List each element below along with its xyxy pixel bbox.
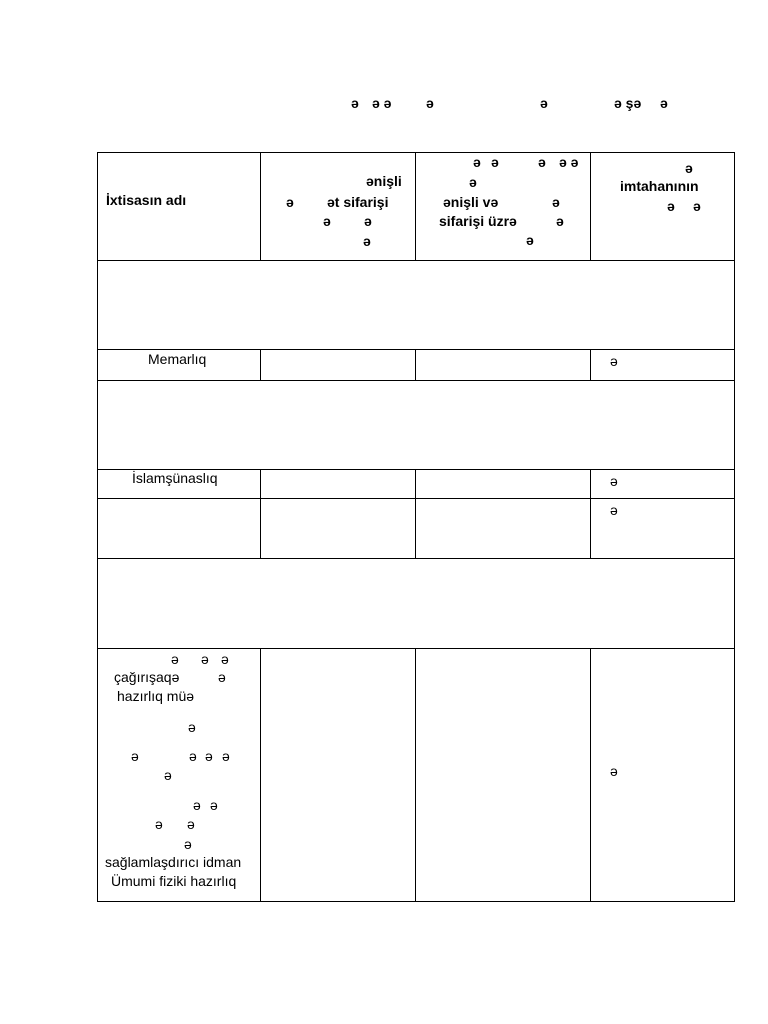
header-text: ə — [469, 174, 477, 190]
table-cell — [261, 350, 416, 381]
cell-text: ə — [131, 748, 139, 764]
cell-text: Ümumi fiziki hazırlıq — [111, 873, 237, 889]
cell-text: ə — [164, 767, 172, 783]
header-text: ə — [491, 154, 499, 170]
cell-text: ə — [201, 651, 209, 667]
table-cell — [261, 499, 416, 559]
header-text: ə — [323, 213, 331, 229]
title-fragment: ə — [351, 95, 359, 111]
header-text: ə — [364, 213, 372, 229]
table-cell — [261, 649, 416, 902]
cell-text: ə — [610, 763, 618, 779]
cell-text: ə — [610, 353, 618, 369]
header-text: ət sifarişi — [327, 194, 389, 210]
header-cell — [591, 153, 735, 261]
section-cell — [98, 381, 735, 470]
table-cell — [261, 470, 416, 499]
cell-text: ə — [218, 669, 226, 685]
header-text: ə — [667, 198, 675, 214]
table-row — [98, 470, 735, 499]
cell-text: ə — [155, 816, 163, 832]
table-row — [98, 350, 735, 381]
cell-text: ə — [193, 797, 201, 813]
header-text: ə — [526, 232, 534, 248]
cell-text: ə — [222, 748, 230, 764]
title-fragment: ə — [426, 95, 434, 111]
table-row — [98, 499, 735, 559]
table-cell — [591, 649, 735, 902]
header-text: ə — [556, 213, 564, 229]
header-cell — [98, 153, 261, 261]
header-text: ə — [363, 233, 371, 249]
specialty-cell — [98, 649, 261, 902]
header-text: ənişli və — [443, 194, 499, 210]
cell-text: hazırlıq müə — [117, 688, 195, 704]
section-cell — [98, 261, 735, 350]
table-cell — [416, 649, 591, 902]
header-specialty-name: İxtisasın adı — [106, 192, 187, 208]
cell-text: ə — [205, 748, 213, 764]
cell-text: ə — [188, 719, 196, 735]
table-cell — [416, 470, 591, 499]
header-text: imtahanının — [620, 178, 699, 194]
header-text: ə — [538, 154, 546, 170]
cell-text: ə — [189, 748, 197, 764]
specialties-table — [97, 152, 735, 902]
table-cell — [416, 350, 591, 381]
header-text: ə — [685, 160, 693, 176]
header-text: sifarişi üzrə — [439, 213, 517, 229]
specialty-name: İslamşünaslıq — [132, 470, 218, 486]
cell-text: ə — [610, 473, 618, 489]
cell-text: çağırışaqə — [114, 669, 180, 685]
table-section-row — [98, 559, 735, 649]
table-section-row — [98, 381, 735, 470]
title-fragment: ə — [540, 95, 548, 111]
specialty-cell — [98, 499, 261, 559]
specialty-cell — [98, 350, 261, 381]
header-text: ə — [473, 154, 481, 170]
cell-text: ə — [610, 502, 618, 518]
header-text: ə ə — [559, 154, 579, 170]
table-section-row — [98, 261, 735, 350]
cell-text: ə — [210, 797, 218, 813]
header-cell — [416, 153, 591, 261]
header-text: ənişli — [366, 173, 402, 189]
table-cell — [591, 470, 735, 499]
title-fragment: ə ə — [372, 95, 392, 111]
table-header-row — [98, 153, 735, 261]
header-text: ə — [693, 198, 701, 214]
table-cell — [591, 350, 735, 381]
header-text: ə — [552, 194, 560, 210]
specialty-name: Memarlıq — [148, 351, 207, 367]
header-cell — [261, 153, 416, 261]
header-text: ə — [286, 194, 294, 210]
title-fragment: ə — [660, 95, 668, 111]
section-cell — [98, 559, 735, 649]
table-cell — [591, 499, 735, 559]
table-cell — [416, 499, 591, 559]
specialty-cell — [98, 470, 261, 499]
cell-text: ə — [184, 836, 192, 852]
table-row — [98, 649, 735, 902]
title-fragment: ə şə — [614, 95, 642, 111]
cell-text: ə — [221, 651, 229, 667]
cell-text: ə — [171, 651, 179, 667]
cell-text: ə — [187, 816, 195, 832]
cell-text: sağlamlaşdırıcı idman — [105, 854, 242, 870]
